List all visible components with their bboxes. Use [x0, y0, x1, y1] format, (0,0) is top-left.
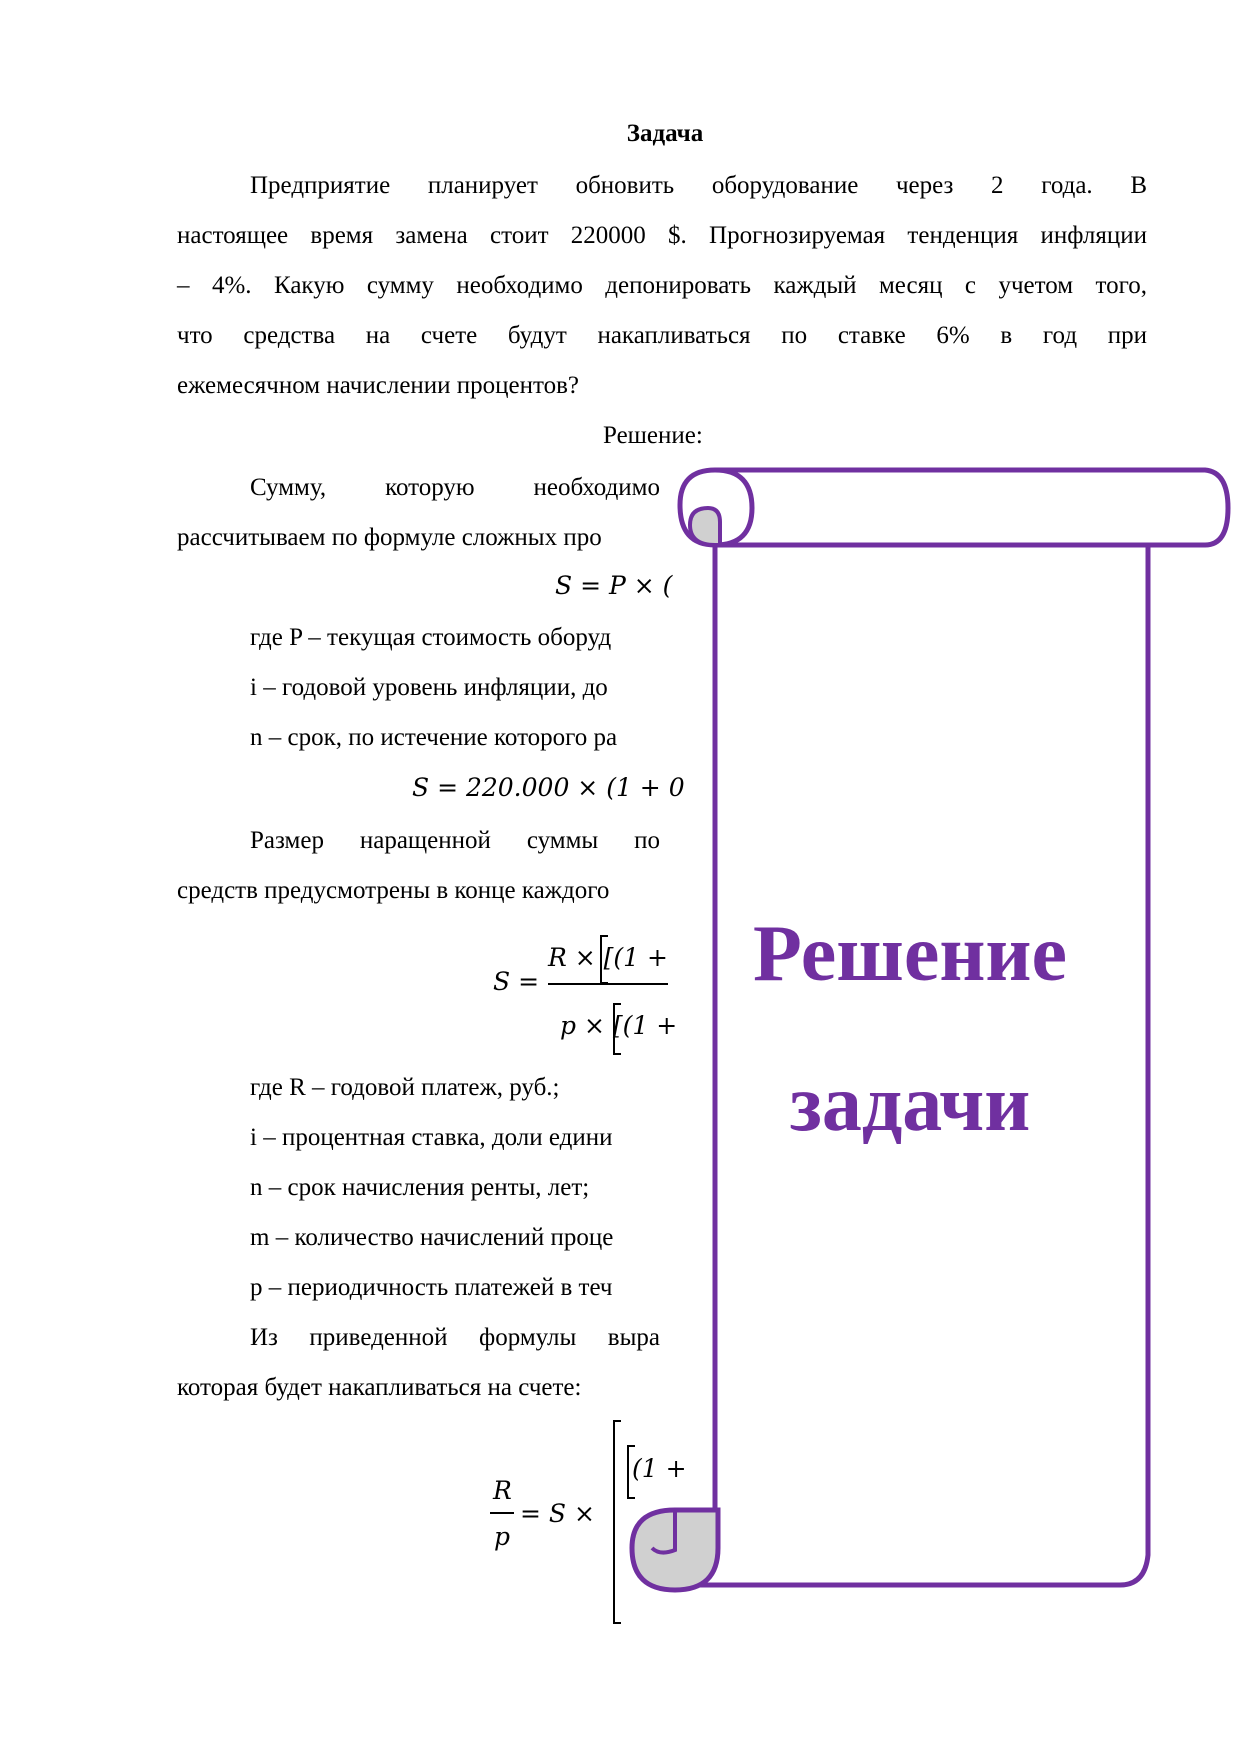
definition-i-rate: i – процентная ставка, доли едини — [250, 1124, 613, 1151]
formula-calculation: S = 220.000 × (1 + 0 — [412, 773, 685, 802]
definition-m: m – количество начислений проце — [250, 1224, 614, 1251]
scroll-top-roll — [715, 470, 1228, 545]
solution-text-2b: средств предусмотрены в конце каждого — [177, 877, 610, 904]
scroll-top-curl-fill — [690, 508, 720, 545]
problem-line-2: настоящее время замена стоит 220000 $. Прогнозируемая тенденция инфляции — [177, 222, 1147, 249]
banner-line-1: Решение — [752, 910, 1068, 998]
definition-n-rent: n – срок начисления ренты, лет; — [250, 1174, 590, 1201]
scroll-body-shape — [675, 470, 1148, 1585]
formula-compound: S = P × ( — [555, 571, 673, 600]
formula-annuity-numerator: R × [(1 + — [548, 943, 668, 972]
problem-line-5: ежемесячном начислении процентов? — [177, 372, 580, 399]
formula-payment-denominator: p — [494, 1522, 511, 1551]
solution-text-1a: Сумму, которую необходимо — [250, 474, 660, 501]
banner-line-2: задачи — [789, 1060, 1031, 1148]
problem-line-4: что средства на счете будут накапливаться по ставке 6% в год при — [177, 322, 1147, 349]
problem-line-1: Предприятие планирует обновить оборудование через 2 года. В — [250, 172, 1147, 199]
definition-p: где P – текущая стоимость оборуд — [250, 624, 612, 651]
definition-p-periodicity: p – периодичность платежей в теч — [250, 1274, 613, 1301]
solution-heading: Решение: — [603, 422, 703, 449]
solution-text-1b: рассчитываем по формуле сложных про — [177, 524, 602, 551]
solution-text-2a: Размер наращенной суммы по — [250, 827, 660, 854]
formula-annuity-lhs: S = — [493, 967, 540, 996]
formula-annuity-denominator: p × [(1 + — [560, 1011, 678, 1040]
formula-payment-rhs: = S × — [520, 1499, 595, 1528]
definition-r: где R – годовой платеж, руб.; — [250, 1074, 560, 1101]
definition-i-inflation: i – годовой уровень инфляции, до — [250, 674, 608, 701]
problem-line-3: – 4%. Какую сумму необходимо депонировать каждый месяц с учетом того, — [177, 272, 1147, 299]
solution-text-3a: Из приведенной формулы выра — [250, 1324, 660, 1351]
problem-title: Задача — [626, 120, 704, 147]
solution-text-3b: которая будет накапливаться на счете: — [177, 1374, 582, 1401]
definition-n-term: n – срок, по истечение которого ра — [250, 724, 618, 751]
formula-payment-inner: (1 + — [632, 1454, 687, 1483]
formula-payment-numerator: R — [493, 1476, 512, 1505]
